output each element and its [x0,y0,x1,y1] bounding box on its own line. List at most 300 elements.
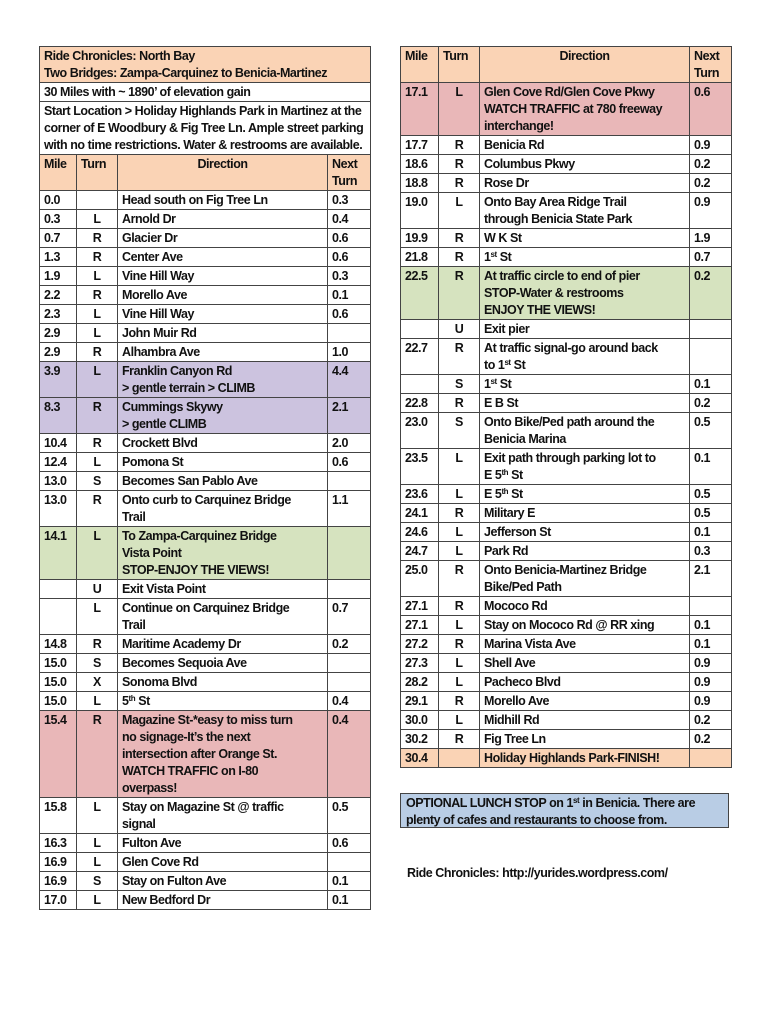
cue-turn: R [77,286,118,305]
cue-turn: S [439,375,480,394]
cue-next-turn: 0.5 [328,798,371,834]
cue-mile: 23.5 [401,449,439,485]
cue-row [40,434,371,453]
cue-mile: 16.9 [40,872,77,891]
cue-turn: R [439,730,480,749]
cue-next-turn [328,324,371,343]
cue-next-turn [328,472,371,491]
cue-direction: Glen Cove Rd [118,853,328,872]
cue-mile: 22.7 [401,339,439,375]
cue-turn: R [77,711,118,798]
cue-mile: 19.9 [401,229,439,248]
cue-next-turn: 0.6 [328,453,371,472]
column-header-turn: Turn [439,47,480,83]
cue-row [401,616,732,635]
cue-next-turn: 0.9 [690,193,732,229]
cue-next-turn: 0.1 [690,616,732,635]
cue-direction: Stay on Fulton Ave [118,872,328,891]
cue-turn: L [439,449,480,485]
cue-direction: Park Rd [480,542,690,561]
cue-turn: L [439,711,480,730]
ride-summary: 30 Miles with ~ 1890’ of elevation gain [40,83,371,102]
cue-next-turn [690,597,732,616]
cue-turn: R [439,597,480,616]
cue-next-turn: 0.4 [328,711,371,798]
cue-direction: New Bedford Dr [118,891,328,910]
cue-direction: Pomona St [118,453,328,472]
cue-next-turn: 0.4 [328,692,371,711]
cue-direction: Rose Dr [480,174,690,193]
cue-direction: Morello Ave [118,286,328,305]
cue-next-turn: 2.1 [690,561,732,597]
cue-next-turn [328,654,371,673]
cue-direction: Midhill Rd [480,711,690,730]
cue-mile: 15.4 [40,711,77,798]
cue-turn: R [439,229,480,248]
cue-turn [439,749,480,768]
lunch-stop-text: OPTIONAL LUNCH STOP on 1st in Benicia. There are plenty of cafes and restaurants to choose from. [406,796,696,827]
cue-turn: S [77,472,118,491]
cue-turn: R [439,174,480,193]
cue-direction: At traffic circle to end of pier STOP-Water & restrooms ENJOY THE VIEWS! [480,267,690,320]
cue-direction: John Muir Rd [118,324,328,343]
cue-turn: R [439,635,480,654]
cue-direction: Vine Hill Way [118,305,328,324]
cue-row [401,730,732,749]
cue-direction: Shell Ave [480,654,690,673]
cue-mile: 10.4 [40,434,77,453]
cue-direction: Holiday Highlands Park-FINISH! [480,749,690,768]
cue-mile: 24.1 [401,504,439,523]
cue-mile: 27.3 [401,654,439,673]
cue-row [40,872,371,891]
cue-turn: L [77,798,118,834]
cue-mile: 3.9 [40,362,77,398]
cue-turn: L [77,453,118,472]
cue-mile: 16.3 [40,834,77,853]
cue-direction: Becomes Sequoia Ave [118,654,328,673]
cue-next-turn: 0.1 [690,635,732,654]
cue-row [40,580,371,599]
cue-turn: S [77,872,118,891]
cue-direction: To Zampa-Carquinez Bridge Vista Point STOP-ENJOY THE VIEWS! [118,527,328,580]
cue-next-turn: 4.4 [328,362,371,398]
cue-direction: Vine Hill Way [118,267,328,286]
cue-mile: 2.9 [40,343,77,362]
cue-turn: R [439,136,480,155]
cue-mile: 8.3 [40,398,77,434]
cue-row [401,504,732,523]
cue-next-turn: 0.2 [690,711,732,730]
cue-mile: 22.8 [401,394,439,413]
cue-next-turn: 0.5 [690,413,732,449]
cue-next-turn: 0.7 [690,248,732,267]
cue-mile: 29.1 [401,692,439,711]
cue-direction: Benicia Rd [480,136,690,155]
cue-mile: 15.8 [40,798,77,834]
cue-direction: Cummings Skywy > gentle CLIMB [118,398,328,434]
cue-direction: Stay on Magazine St @ traffic signal [118,798,328,834]
cue-next-turn: 0.6 [328,834,371,853]
cue-mile [40,599,77,635]
cue-direction: Jefferson St [480,523,690,542]
cue-direction: E B St [480,394,690,413]
cue-next-turn: 0.1 [690,375,732,394]
cue-row [401,635,732,654]
cue-row [40,853,371,872]
cue-row [401,193,732,229]
cue-turn: U [439,320,480,339]
cue-mile: 21.8 [401,248,439,267]
cue-mile: 14.1 [40,527,77,580]
cue-row [40,491,371,527]
cue-row [40,286,371,305]
cue-turn: L [439,654,480,673]
cue-next-turn: 0.5 [690,485,732,504]
cue-row [401,523,732,542]
cue-direction: Arnold Dr [118,210,328,229]
cue-row [401,542,732,561]
cue-direction: 1st St [480,375,690,394]
cue-turn: R [439,394,480,413]
cue-next-turn: 0.2 [690,394,732,413]
cue-direction: Columbus Pkwy [480,155,690,174]
cue-mile: 27.1 [401,616,439,635]
left-cue-rows [40,191,371,910]
cue-row [401,654,732,673]
cue-mile: 2.9 [40,324,77,343]
cue-mile: 17.0 [40,891,77,910]
cue-next-turn: 2.0 [328,434,371,453]
cue-next-turn: 0.3 [690,542,732,561]
cue-mile: 30.0 [401,711,439,730]
cue-next-turn: 0.5 [690,504,732,523]
cue-next-turn: 0.1 [328,891,371,910]
cue-row [40,229,371,248]
cue-mile: 27.2 [401,635,439,654]
cue-row [40,191,371,210]
cue-mile: 15.0 [40,654,77,673]
cue-row [40,305,371,324]
cue-turn: L [439,83,480,136]
lunch-stop-note [400,793,729,828]
cue-mile: 2.3 [40,305,77,324]
cue-direction: Crockett Blvd [118,434,328,453]
cue-mile: 13.0 [40,491,77,527]
cue-turn: L [77,834,118,853]
cue-turn: R [77,229,118,248]
ride-title [40,47,371,83]
cue-row [40,834,371,853]
right-cue-sheet-table [400,46,732,768]
cue-mile: 17.1 [401,83,439,136]
cue-row [401,267,732,320]
cue-next-turn: 0.9 [690,136,732,155]
cue-row [401,248,732,267]
cue-row [401,83,732,136]
cue-row [401,174,732,193]
cue-mile: 1.3 [40,248,77,267]
cue-turn: L [77,527,118,580]
cue-turn: L [77,599,118,635]
cue-turn: R [439,504,480,523]
cue-direction: Onto Benicia-Martinez Bridge Bike/Ped Path [480,561,690,597]
cue-direction: Glacier Dr [118,229,328,248]
cue-row [40,453,371,472]
cue-mile: 24.6 [401,523,439,542]
cue-row [401,692,732,711]
cue-next-turn: 0.2 [690,155,732,174]
cue-turn: R [77,635,118,654]
cue-row [40,654,371,673]
cue-turn: L [439,616,480,635]
cue-mile: 14.8 [40,635,77,654]
cue-row [401,394,732,413]
cue-row [401,320,732,339]
cue-turn [77,191,118,210]
cue-next-turn: 0.7 [328,599,371,635]
cue-direction: Morello Ave [480,692,690,711]
cue-next-turn [690,320,732,339]
cue-mile: 0.7 [40,229,77,248]
cue-direction: 1st St [480,248,690,267]
column-header-turn: Turn [77,155,118,191]
cue-direction: Exit Vista Point [118,580,328,599]
cue-mile: 13.0 [40,472,77,491]
cue-row [40,324,371,343]
cue-next-turn [328,580,371,599]
cue-next-turn: 0.3 [328,191,371,210]
cue-next-turn: 0.1 [690,449,732,485]
cue-row [40,673,371,692]
column-header-next-turn: Next Turn [690,47,732,83]
cue-mile [401,375,439,394]
cue-direction: Magazine St-*easy to miss turn no signage-It’s the next intersection after Orange St. WATCH TRAFFIC on I-80 overpass! [118,711,328,798]
cue-mile: 0.3 [40,210,77,229]
cue-turn: L [439,542,480,561]
cue-next-turn: 0.2 [328,635,371,654]
cue-mile: 19.0 [401,193,439,229]
cue-next-turn: 0.2 [690,174,732,193]
cue-mile: 2.2 [40,286,77,305]
cue-direction: Exit path through parking lot to E 5th St [480,449,690,485]
cue-turn: R [77,343,118,362]
cue-turn: L [77,692,118,711]
cue-mile [40,580,77,599]
cue-turn: R [77,398,118,434]
column-header-direction: Direction [480,47,690,83]
cue-row [40,891,371,910]
cue-row [401,155,732,174]
cue-row [401,711,732,730]
cue-row [40,692,371,711]
cue-turn: L [439,523,480,542]
cue-turn: S [439,413,480,449]
cue-mile: 23.6 [401,485,439,504]
cue-direction: Exit pier [480,320,690,339]
cue-turn: L [439,193,480,229]
cue-row [40,711,371,798]
cue-turn: R [439,692,480,711]
cue-row [40,527,371,580]
cue-turn: L [77,267,118,286]
cue-row [40,248,371,267]
cue-mile: 15.0 [40,673,77,692]
cue-row [401,749,732,768]
start-location: Start Location > Holiday Highlands Park in Martinez at the corner of E Woodbury & Fig Tree Ln. Ample street parking with no time restrictions. Water & restrooms are available. [40,102,371,155]
cue-mile: 23.0 [401,413,439,449]
cue-mile [401,320,439,339]
cue-row [401,561,732,597]
cue-direction: Pacheco Blvd [480,673,690,692]
cue-row [401,449,732,485]
cue-mile: 27.1 [401,597,439,616]
cue-mile: 16.9 [40,853,77,872]
cue-mile: 25.0 [401,561,439,597]
cue-turn: L [77,324,118,343]
right-cue-rows [401,83,732,768]
cue-next-turn: 0.3 [328,267,371,286]
cue-turn: R [77,434,118,453]
cue-next-turn: 0.6 [328,229,371,248]
cue-turn: R [439,267,480,320]
cue-direction: Continue on Carquinez Bridge Trail [118,599,328,635]
cue-turn: R [77,248,118,267]
cue-row [40,362,371,398]
cue-direction: Sonoma Blvd [118,673,328,692]
cue-mile: 12.4 [40,453,77,472]
cue-direction: Alhambra Ave [118,343,328,362]
cue-direction: Fig Tree Ln [480,730,690,749]
cue-mile: 18.8 [401,174,439,193]
cue-turn: R [77,491,118,527]
cue-next-turn: 0.9 [690,673,732,692]
cue-direction: At traffic signal-go around back to 1st St [480,339,690,375]
cue-row [401,673,732,692]
cue-next-turn: 0.4 [328,210,371,229]
cue-next-turn: 0.9 [690,654,732,673]
cue-direction: Fulton Ave [118,834,328,853]
column-header-mile: Mile [40,155,77,191]
cue-row [40,472,371,491]
cue-next-turn: 0.1 [328,286,371,305]
left-cue-sheet-table [39,46,371,910]
cue-turn: R [439,561,480,597]
cue-direction: Maritime Academy Dr [118,635,328,654]
cue-next-turn [328,673,371,692]
cue-next-turn [690,749,732,768]
cue-turn: L [439,673,480,692]
cue-turn: L [77,853,118,872]
cue-next-turn: 0.6 [328,248,371,267]
cue-direction: Onto Bay Area Ridge Trail through Benicia State Park [480,193,690,229]
cue-next-turn: 1.9 [690,229,732,248]
cue-direction: W K St [480,229,690,248]
cue-row [40,635,371,654]
cue-turn: S [77,654,118,673]
cue-direction: Onto Bike/Ped path around the Benicia Marina [480,413,690,449]
cue-next-turn: 1.1 [328,491,371,527]
cue-mile: 0.0 [40,191,77,210]
cue-mile: 18.6 [401,155,439,174]
ride-title-line1: Ride Chronicles: North Bay [44,49,195,63]
column-header-mile: Mile [401,47,439,83]
cue-direction: Center Ave [118,248,328,267]
cue-turn: X [77,673,118,692]
cue-turn: L [439,485,480,504]
cue-row [401,413,732,449]
cue-mile: 30.4 [401,749,439,768]
cue-row [40,798,371,834]
cue-direction: Franklin Canyon Rd > gentle terrain > CLIMB [118,362,328,398]
cue-next-turn [690,339,732,375]
cue-next-turn [328,853,371,872]
cue-direction: Mococo Rd [480,597,690,616]
cue-row [401,229,732,248]
cue-row [401,597,732,616]
cue-row [401,339,732,375]
cue-row [401,136,732,155]
cue-direction: Becomes San Pablo Ave [118,472,328,491]
cue-next-turn: 0.9 [690,692,732,711]
cue-direction: Glen Cove Rd/Glen Cove Pkwy WATCH TRAFFIC at 780 freeway interchange! [480,83,690,136]
cue-turn: U [77,580,118,599]
website-credit: Ride Chronicles: http://yurides.wordpress.com/ [407,866,668,880]
cue-turn: L [77,891,118,910]
cue-next-turn: 0.2 [690,730,732,749]
cue-row [40,210,371,229]
cue-mile: 22.5 [401,267,439,320]
cue-mile: 28.2 [401,673,439,692]
cue-direction: Stay on Mococo Rd @ RR xing [480,616,690,635]
cue-next-turn: 0.1 [328,872,371,891]
cue-turn: R [439,339,480,375]
cue-row [40,398,371,434]
cue-turn: R [439,155,480,174]
cue-turn: L [77,305,118,324]
ride-title-line2: Two Bridges: Zampa-Carquinez to Benicia-Martinez [44,66,328,80]
cue-row [401,485,732,504]
cue-mile: 17.7 [401,136,439,155]
cue-direction: Head south on Fig Tree Ln [118,191,328,210]
cue-turn: L [77,210,118,229]
column-header-next-turn: Next Turn [328,155,371,191]
cue-next-turn: 2.1 [328,398,371,434]
cue-direction: Military E [480,504,690,523]
cue-row [40,267,371,286]
cue-mile: 1.9 [40,267,77,286]
cue-mile: 30.2 [401,730,439,749]
cue-next-turn: 1.0 [328,343,371,362]
cue-next-turn: 0.6 [328,305,371,324]
cue-direction: Onto curb to Carquinez Bridge Trail [118,491,328,527]
column-header-direction: Direction [118,155,328,191]
cue-direction: E 5th St [480,485,690,504]
cue-next-turn: 0.2 [690,267,732,320]
cue-turn: L [77,362,118,398]
cue-next-turn [328,527,371,580]
cue-mile: 24.7 [401,542,439,561]
cue-row [40,599,371,635]
cue-row [401,375,732,394]
cue-direction: 5th St [118,692,328,711]
cue-next-turn: 0.1 [690,523,732,542]
cue-turn: R [439,248,480,267]
cue-row [40,343,371,362]
cue-mile: 15.0 [40,692,77,711]
cue-next-turn: 0.6 [690,83,732,136]
cue-direction: Marina Vista Ave [480,635,690,654]
